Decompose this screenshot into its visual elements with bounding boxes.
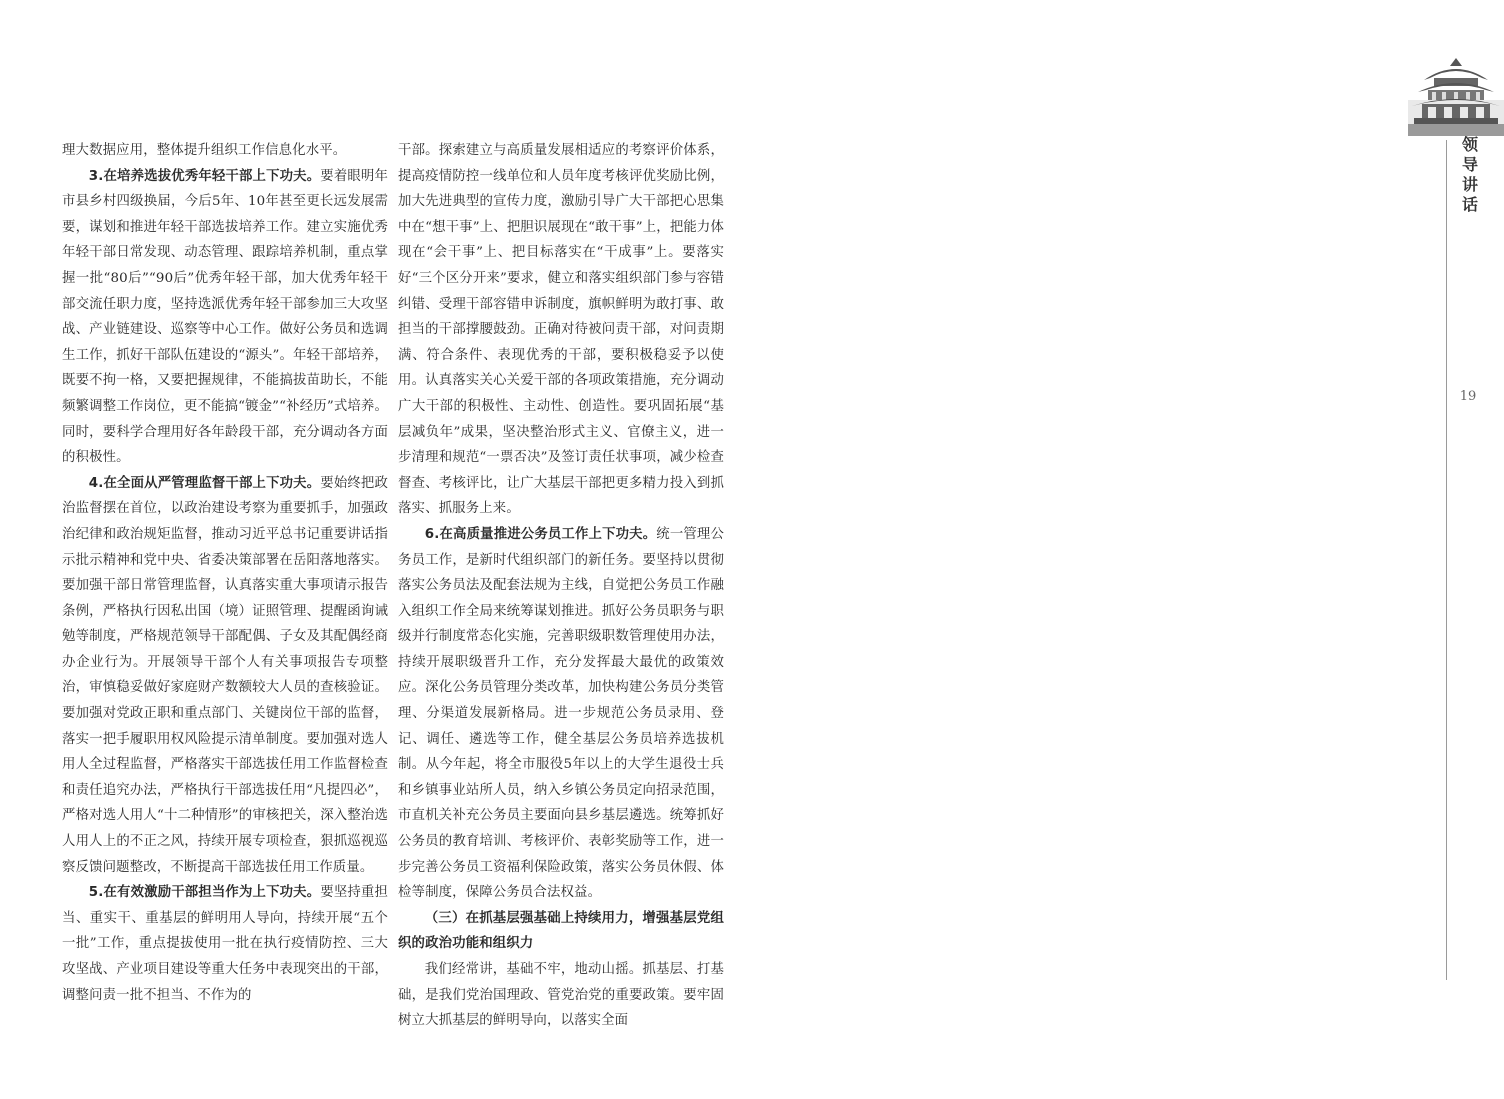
paragraph bbox=[398, 522, 724, 906]
paragraph-text: 要坚持重担当、重实干、重基层的鲜明用人导向，持续开展“五个一批”工作，重点提拔使用一批在执行疫情防控、三大攻坚战、产业项目建设等重大任务中表现突出的干部，调整问责一批不担当、不作为的 bbox=[62, 885, 388, 1003]
left-column bbox=[62, 138, 388, 1008]
page-number: 19 bbox=[1459, 389, 1477, 404]
paragraph-lead: 4.在全面从严管理监督干部上下功夫。 bbox=[88, 475, 321, 491]
paragraph-text: 统一管理公务员工作，是新时代组织部门的新任务。要坚持以贯彻落实公务员法及配套法规为主线，自觉把公务员工作融入组织工作全局来统筹谋划推进。抓好公务员职务与职级并行制度常态化实施，完善职级职数管理使用办法，持续开展职级晋升工作，充分发挥最大最优的政策效应。深化公务员管理分类改革，加快构建公务员分类管理、分渠道发展新格局。进一步规范公务员录用、登记、调任、遴选等工作，健全基层公务员培养选拔机制。从今年起，将全市服役5年以上的大学生退役士兵和乡镇事业站所人员，纳入乡镇公务员定向招录范围，市直机关补充公务员主要面向县乡基层遴选。统筹抓好公务员的教育培训、考核评价、表彰奖励等工作，进一步完善公务员工资福利保险政策，落实公务员休假、体检等制度，保障公务员合法权益。 bbox=[398, 526, 724, 901]
paragraph bbox=[62, 164, 388, 471]
paragraph-lead: 6.在高质量推进公务员工作上下功夫。 bbox=[424, 526, 657, 542]
paragraph: 我们经常讲，基础不牢，地动山摇。抓基层、打基础，是我们党治国理政、管党治党的重要政策。要牢固树立大抓基层的鲜明导向，以落实全面 bbox=[398, 962, 724, 1029]
paragraph: 理大数据应用，整体提升组织工作信息化水平。 bbox=[62, 143, 347, 158]
sidebar-divider bbox=[1446, 140, 1447, 980]
section-heading: （三）在抓基层强基础上持续用力，增强基层党组织的政治功能和组织力 bbox=[398, 910, 724, 952]
paragraph bbox=[62, 880, 388, 1008]
paragraph-lead: 5.在有效激励干部担当作为上下功夫。 bbox=[88, 885, 321, 901]
section-label: 领导讲话 bbox=[1461, 135, 1478, 214]
paragraph-text: 要着眼明年市县乡村四级换届，今后5年、10年甚至更长远发展需要，谋划和推进年轻干部选拔培养工作。建立实施优秀年轻干部日常发现、动态管理、跟踪培养机制，重点掌握一批“80后”“90后”优秀年轻干部，加大优秀年轻干部交流任职力度，坚持选派优秀年轻干部参加三大攻坚战、产业链建设、巡察等中心工作。做好公务员和选调生工作，抓好干部队伍建设的“源头”。年轻干部培养，既要不拘一格，又要把握规律，不能搞拔苗助长，不能频繁调整工作岗位，更不能搞“镀金”“补经历”式培养。同时，要科学合理用好各年龄段干部，充分调动各方面的积极性。 bbox=[62, 168, 388, 466]
paragraph bbox=[62, 471, 388, 881]
paragraph-lead: 3.在培养选拔优秀年轻干部上下功夫。 bbox=[88, 168, 321, 184]
paragraph-text: 要始终把政治监督摆在首位，以政治建设考察为重要抓手，加强政治纪律和政治规矩监督，推动习近平总书记重要讲话指示批示精神和党中央、省委决策部署在岳阳落地落实。要加强干部日常管理监督，认真落实重大事项请示报告条例，严格执行因私出国（境）证照管理、提醒函询诫勉等制度，严格规范领导干部配偶、子女及其配偶经商办企业行为。开展领导干部个人有关事项报告专项整治，审慎稳妥做好家庭财产数额较大人员的查核验证。要加强对党政正职和重点部门、关键岗位干部的监督，落实一把手履职用权风险提示清单制度。要加强对选人用人全过程监督，严格落实干部选拔任用工作监督检查和责任追究办法，严格执行干部选拔任用“凡提四必”，严格对选人用人“十二种情形”的审核把关，深入整治选人用人上的不正之风，持续开展专项检查，狠抓巡视巡察反馈问题整改，不断提高干部选拔任用工作质量。 bbox=[62, 475, 388, 875]
paragraph: 干部。探索建立与高质量发展相适应的考察评价体系，提高疫情防控一线单位和人员年度考核评优奖励比例，加大先进典型的宣传力度，激励引导广大干部把心思集中在“想干事”上、把胆识展现在“敢干事”上，把能力体现在“会干事”上、把目标落实在“干成事”上。要落实好“三个区分开来”要求，健立和落实组织部门参与容错纠错、受理干部容错申诉制度，旗帜鲜明为敢打事、敢担当的干部撑腰鼓劲。正确对待被问责干部，对问责期满、符合条件、表现优秀的干部，要积极稳妥予以使用。认真落实关心关爱干部的各项政策措施，充分调动广大干部的积极性、主动性、创造性。要巩固拓展“基层减负年”成果，坚决整治形式主义、官僚主义，进一步清理和规范“一票否决”及签订责任状事项，减少检查督查、考核评比，让广大基层干部把更多精力投入到抓落实、抓服务上来。 bbox=[398, 143, 724, 517]
right-column bbox=[398, 138, 724, 1034]
pavilion-emblem-icon bbox=[1408, 56, 1504, 136]
